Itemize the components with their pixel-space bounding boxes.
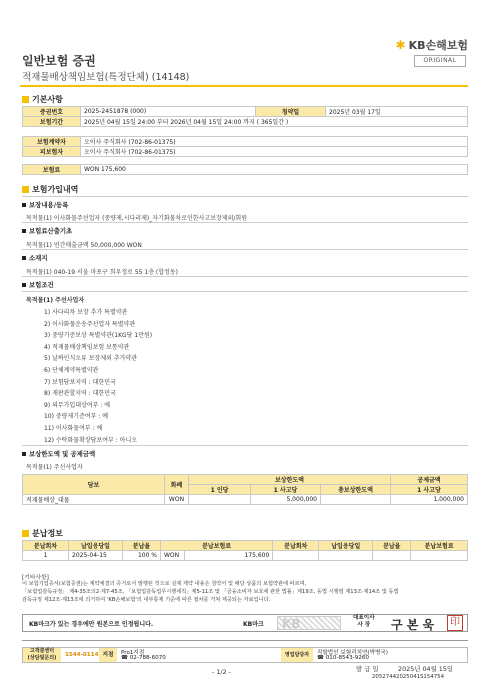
page-number: - 1/2 - (212, 668, 231, 676)
installment-table: 분납회차 납입응당일 분납율 분납보험료 분납회차 납입응당일 분납율 분납보험료 1 2025-04-15 100 % WON 175,600 (22, 540, 468, 561)
condition-item: 2) 이사화물운송주선업자 특별약관 (44, 320, 136, 328)
section-coverage-heading: 보험가입내역 (22, 184, 78, 195)
callcenter-phone[interactable]: 1544-0114 (65, 652, 99, 658)
contact-footer: 고객콜센터 (상담및문의) 1544-0114 지점 Pro1지점 ☎ 02-788-6070 영업담당자 직할법인 보험리치연(박병국) ☎ 010-8543-9260 (22, 647, 468, 663)
branch-name: Pro1지점 (121, 650, 145, 656)
sub-location: 소재지 (22, 253, 48, 262)
original-certification-box: KB마크가 있는 경우에만 원본으로 인정됩니다. KB마크 KB 대표이사 사 장 구 본 욱 印 (22, 614, 468, 632)
divider (20, 85, 468, 87)
condition-item: 4) 적재물배상책임보험 보통약관 (44, 343, 130, 351)
condition-item: 6) 단체계약특별약관 (44, 367, 99, 374)
premium-table: 보험료 WON 175,600 (22, 164, 468, 175)
parties-table: 보험계약자 오이사 주식회사 (702-86-01375) 피보험자 오이사 주식회사 (702-86-01375) (22, 136, 468, 157)
agent-name: 직할법인 보험리치연(박병국) (317, 650, 388, 656)
table-row: 1 2025-04-15 100 % WON 175,600 (23, 551, 468, 561)
policy-holder: 오이사 주식회사 (702-86-01375) (81, 137, 468, 147)
kb-mark-pattern: KB (277, 616, 341, 630)
section-basic-heading: 기본사항 (22, 94, 63, 105)
condition-item: 12) 수탁화물확장담보여부 : 아니오 (44, 436, 138, 444)
condition-item: 10) 중량제기준여부 : 예 (44, 413, 109, 421)
premium-amount: WON 175,600 (81, 165, 468, 175)
condition-item: 1) 사다리차 보장 추가 특별약관 (44, 309, 128, 316)
condition-item: 5) 날짜인식오류 보장제외 추가약관 (44, 355, 138, 363)
original-badge: ORIGINAL (414, 55, 466, 67)
square-icon (22, 530, 29, 537)
condition-item: 8) 재판관할지역 : 대한민국 (44, 390, 116, 398)
contract-date: 2025년 03월 17일 (326, 107, 468, 117)
star-icon: ✱ (395, 38, 406, 52)
condition-item: 11) 이사화물여부 : 예 (44, 425, 103, 432)
notes-title: [기타사항] (22, 575, 49, 581)
square-icon (22, 96, 29, 103)
agent-phone[interactable]: ☎ 010-8543-9260 (317, 655, 369, 661)
issue-date: 2025년 04월 15일 (398, 665, 454, 673)
doc-subtitle: 적재물배상책임보험(특정단체) (14148) (22, 72, 190, 83)
logo-text: KB손해보험 (408, 39, 468, 52)
table-row: 적재물배상_대물 WON 5,000,000 1,000,000 (23, 495, 468, 505)
sub-premium-basis: 보험료산출기초 (22, 226, 72, 235)
section-installment-heading: 분납정보 (22, 528, 63, 539)
condition-item: 9) 의무가입대상여부 : 예 (44, 401, 111, 409)
kb-logo (396, 37, 468, 53)
doc-title: 일반보험 증권 (22, 54, 96, 68)
company-seal-icon: 印 (447, 615, 463, 631)
limit-table: 담보 화폐 보상한도액 공제금액 1 인당 1 사고당 총보상한도액 1 사고당 적재물배상_대물 WON 5,000,000 1,000,000 (22, 474, 468, 505)
policy-number: 2025-2451878 (000) (81, 107, 256, 117)
insured-person: 오이사 주식회사 (702-86-01375) (81, 147, 468, 157)
sub-coverage-registration: 보장내용/등록 (22, 200, 68, 209)
condition-item: 3) 중량기준보상 특별약관(1KG당 1만원) (44, 332, 153, 340)
basic-table: 증권번호 2025-2451878 (000) 청약일 2025년 03월 17일 보험기간 2025년 04월 15일 24:00 부터 2026년 04월 15일 24:00 까지 ( 365일간 ) (22, 106, 468, 127)
sub-conditions: 보험조건 (22, 280, 54, 289)
square-icon (22, 186, 29, 193)
branch-phone[interactable]: ☎ 02-788-6070 (121, 655, 166, 661)
condition-item: 7) 보험담보지역 : 대한민국 (44, 378, 116, 386)
ceo-signature: 구 본 욱 (391, 618, 435, 632)
sub-limits: 보상한도액 및 공제금액 (22, 449, 95, 458)
policy-document: ✱ KB손해보험 ORIGINAL 일반보험 증권 적재물배상책임보험(특정단체) (14148) 기본사항 증권번호 2025-2451878 (000) 청약일 2025년 03월 17일 보험기간 2025년 04월 15일 24:00 부터 2026년 04월 15일 24:00 까지 ( 365일간 ) 보험계약자 오이사 주식회사 (702-86-01375) 피보험자 오이사 주식회사 (702-86-01375) 보험료 WON 175,600 보험가입내역 보장내용/등록 목적물(1) 이사화물주선업자 (중량제,시다리제)_자기화물차로인한사고보장제외/회원 보험료산출기초 목적물(1) 연간매출금액 50,000,000 WON 소재지 목적물(1) 040-19 서울 마포구 희우정로 55 1층 (합정동) 보험조건 목적물(1) 주선사업자 1) 사다리차 보장 추가 특별약관 2) 이사화물운송주선업자 특별약관 3) 중량기준보상 특별약관(1KG당 1만원) 4) 적재물배상책임보험 보통약관 5) 날짜인식오류 보장제외 추가약관 6) 단체계약특별약관 7) 보험담보지역 : 대한민국 8) 재판관할지역 : 대한민국 9) 의무가입대상여부 : 예 10) 중량제기준여부 : 예 11) 이사화물여부 : 예 12) 수탁화물확장담보여부 : 아니오 보상한도액 및 공제금액 목적물(1) 주선사업자 담보 화폐 보상한도액 공제금액 1 인당 1 사고당 총보상한도액 1 사고당 적재물배상_대물 WON 5,000,000 1,000,000 분납정보 분납회차 납입응당일 분납율 분납보험료 분납회차 납입응당일 분납율 분납보험료 1 2025-04-15 100 % WON 175,600 [기타사항] 이 보험기업증서(보험증권)는 계약체결의 증거로서 발행된 것으로 실제 계약 내용은 청약서 및 해당 상품의 보험약관에 따르며, 「보험업감독규정」 제4-35조의2·제7-45조, 「보험업감독업무시행세칙」제5-11조 및 「금융소비자 보호에 관한 법률」제19조, 동법 시행령 제13조·제14조 및 동법 감독규정 제12조·제13조에 의거하여 'KB손해보험'의 내부통제 기준에 따른 절차를 거쳐 제공되는 자료입니다. KB마크가 있는 경우에만 원본으로 인정됩니다. KB마크 KB 대표이사 사 장 구 본 욱 印 고객콜센터 (상담및문의) 1544-0114 지점 Pro1지점 ☎ 02-788-6070 영업담당자 직할법인 보험리치연(박병국) ☎ 010-8543-9260 - 1/2 - 발 급 일 2025년 04월 15일 20527442025041S154754 (22, 38, 468, 680)
document-number: 20527442025041S154754 (372, 674, 445, 680)
insurance-period: 2025년 04월 15일 24:00 부터 2026년 04월 15일 24:00 까지 ( 365일간 ) (81, 117, 468, 127)
